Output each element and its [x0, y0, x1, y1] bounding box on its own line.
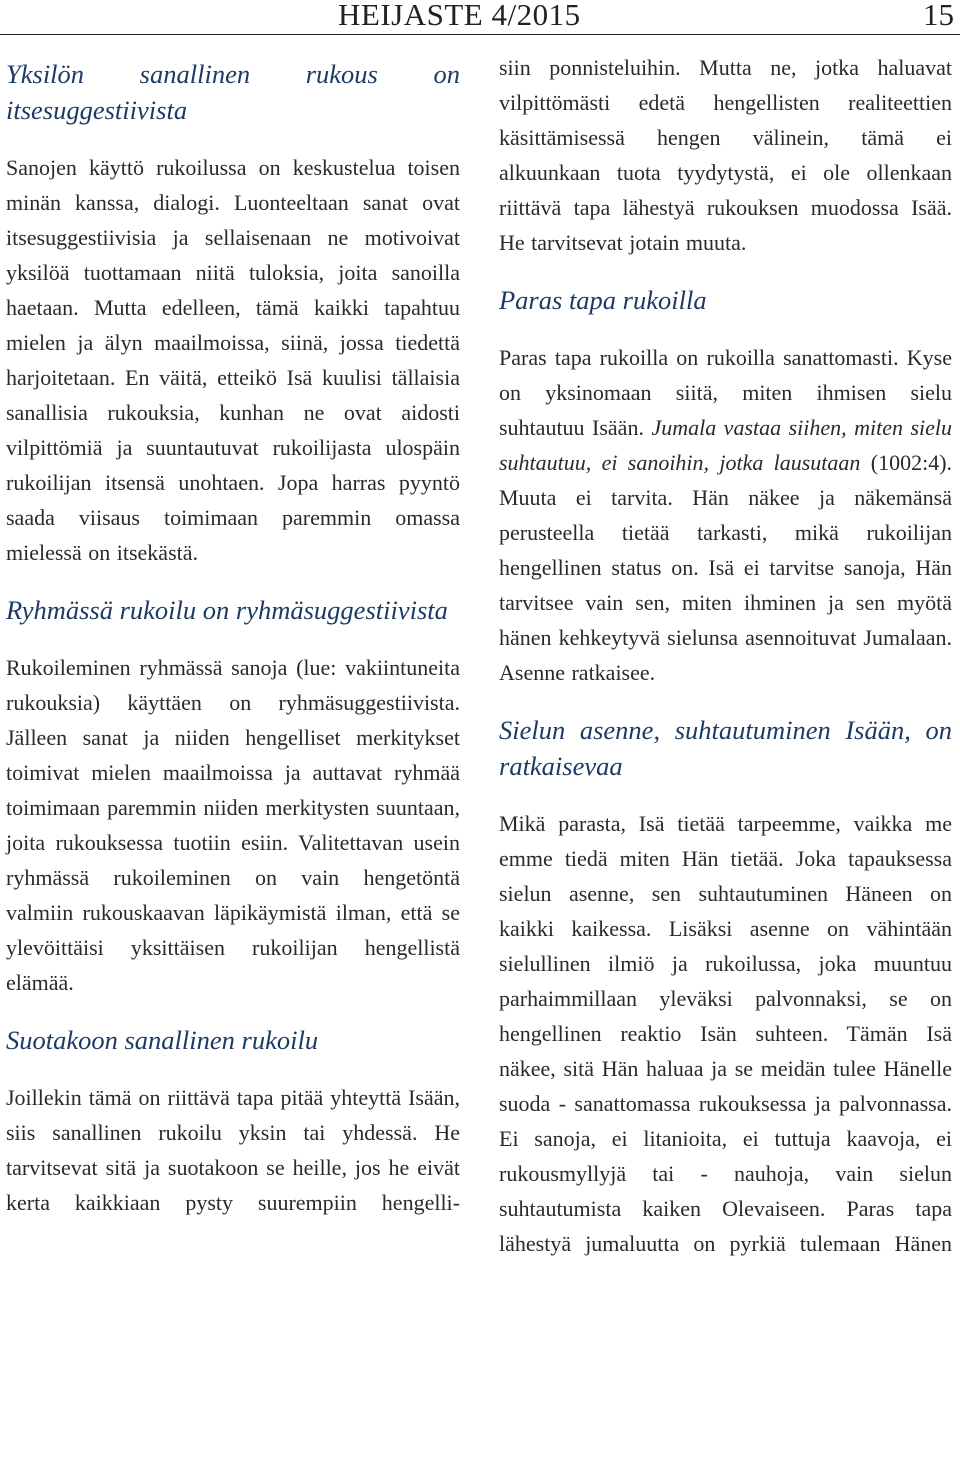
section-heading-soul-attitude: Sielun asenne, suhtautuminen Isään, on ratkaisevaa: [499, 715, 952, 781]
section-heading-group-prayer: Ryhmässä rukoilu on ryhmäsuggestiivista: [6, 595, 448, 625]
section-heading-best-way-to-pray: Paras tapa rukoilla: [499, 285, 707, 315]
paragraph-best-way-to-pray: [499, 340, 952, 690]
paragraph-verbal-prayer: Joillekin tämä on riittävä tapa pitää yhteyttä Isään, siis sanallinen rukoilu yksin tai yhdessä. He tarvitsevat sitä ja suotakoon se heille, jos he eivät kerta kaikkiaan pysty suurempiin hengelli-: [6, 1085, 460, 1215]
paragraph-soul-attitude: Mikä parasta, Isä tietää tarpeemme, vaikka me emme tiedä miten Hän tietää. Joka tapauksessa sielun asenne, sen suhtautuminen Häneen on kaikki kaikessa. Lisäksi asenne on vähintään sielullinen ilmiö ja rukoilussa, joka muuntuu parhaimmillaan yleväksi palvonnaksi, se on hengellinen reaktio Isän suhteen. Tämän Isä näkee, sitä Hän haluaa ja se meidän tulee Hänelle suoda - sanattomassa rukouksessa ja palvonnassa. Ei sanoja, ei litanioita, ei tuttuja kaavoja, ei rukousmyllyjä tai - nauhoja, vain sielun suhtautumista kaiken Olevaiseen. Paras tapa lähestyä jumaluutta on pyrkiä tulemaan Hänen: [499, 811, 952, 1256]
paragraph-continuation: siin ponnisteluihin. Mutta ne, jotka haluavat vilpittömästi edetä hengellisten realiteettien käsittämisessä hengen välinein, tämä ei alkuunkaan tuota tyydytystä, ei ole ollenkaan riittävä tapa lähestyä rukouksen muodossa Isää. He tarvitsevat jotain muuta.: [499, 55, 952, 255]
paragraph-individual-prayer: Sanojen käyttö rukoilussa on keskustelua toisen minän kanssa, dialogi. Luonteeltaan sanat ovat itsesuggestiivisia ja sellaisenaan ne motivoivat yksilöä tuottamaan niitä tuloksia, joita sanoilla haetaan. Mutta edelleen, tämä kaikki tapahtuu mielen ja älyn maailmoissa, siinä, jossa tiedettä harjoitetaan. En väitä, etteikö Isä kuulisi tällaisia sanallisia rukouksia, kunhan ne ovat aidosti vilpittömiä ja suuntautuvat rukoilijasta ulospäin rukoilijan itsensä unohtaen. Jopa harras pyyntö saada viisaus toimimaan paremmin omassa mielessä on itsekästä.: [6, 155, 460, 565]
magazine-issue-title: HEIJASTE 4/2015: [338, 0, 581, 32]
right-column: [499, 0, 952, 1261]
quote-god-answers: Jumala vastaa siihen, miten sielu suhtautuu, ei sanoihin, jotka lausutaan: [499, 415, 953, 475]
section-heading-individual-prayer: Yksilön sanallinen rukous on itsesuggestiivista: [6, 59, 460, 125]
paragraph-group-prayer: Rukoileminen ryhmässä sanoja (lue: vakiintuneita rukouksia) käyttäen on ryhmäsuggestiivista. Jälleen sanat ja niiden hengelliset merkitykset toimivat mielen maailmoissa ja auttavat ryhmää toimimaan paremmin niiden merkitysten suuntaan, joita rukouksessa tuotiin esiin. Valitettavan usein ryhmässä rukoileminen on vain hengetöntä valmiin rukouskaavan läpikäymistä ilman, että se ylevöittäisi yksittäisen rukoilijan hengellistä elämää.: [6, 655, 460, 995]
paragraph-best-way-rest: Muuta ei tarvita. Hän näkee ja näkemänsä perusteella tietää tarkasti, mikä rukoilijan hengellinen status on. Isä ei tarvitse sanoja, Hän tarvitsee vain sen, miten ihminen ja sen myötä hänen kehkeytyvä sielunsa asennoituvat Jumalaan. Asenne ratkaisee.: [499, 485, 952, 685]
paragraph-best-way-intro: Paras tapa rukoilla on rukoilla sanattomasti. Kyse on yksinomaan siitä, miten ihmisen sielu suhtautuu Isään.: [499, 345, 952, 440]
section-heading-verbal-prayer: Suotakoon sanallinen rukoilu: [6, 1025, 319, 1055]
page-number: 15: [923, 0, 954, 32]
quote-reference: (1002:4).: [870, 450, 953, 475]
left-column: [6, 56, 460, 1220]
